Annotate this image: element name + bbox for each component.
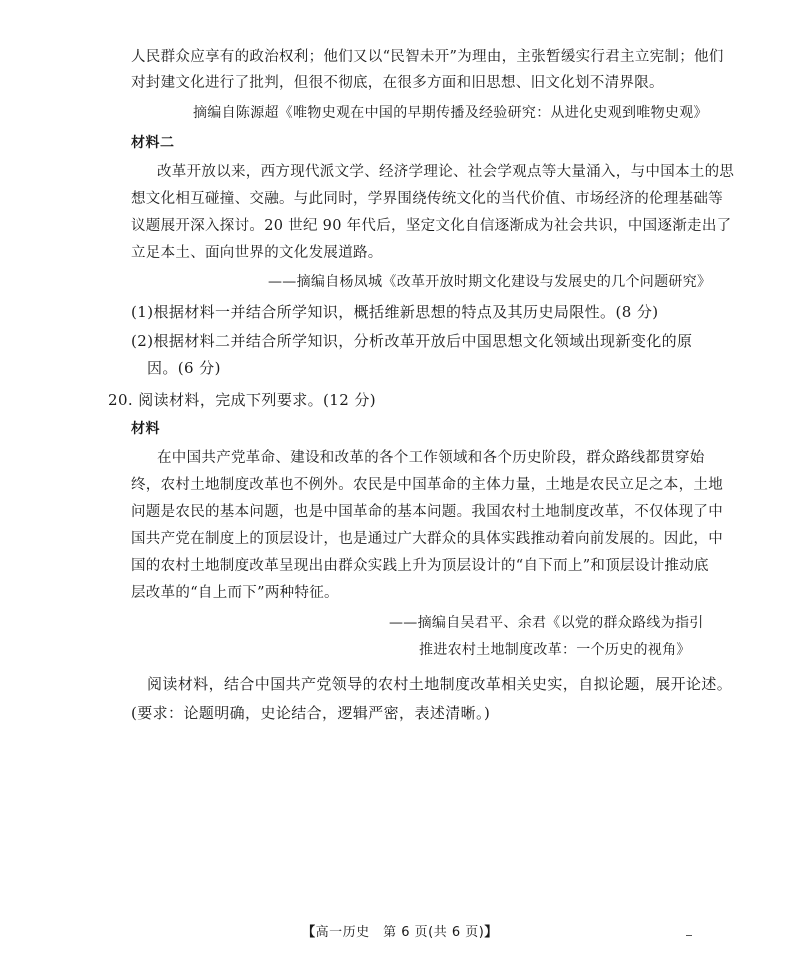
question-20-line-1: 在中国共产党革命、建设和改革的各个工作领域和各个历史阶段，群众路线都贯穿始	[157, 450, 705, 466]
material2-heading: 材料二	[131, 135, 175, 151]
material1-source: 摘编自陈源超《唯物史观在中国的早期传播及经验研究：从进化史观到唯物史观》	[193, 105, 708, 121]
question-20-source-line-2: 推进农村土地制度改革：一个历史的视角》	[419, 642, 691, 658]
question-20-line-5: 国的农村土地制度改革呈现出由群众实践上升为顶层设计的“自下而上”和顶层设计推动底	[131, 558, 709, 574]
question-20-line-2: 终，农村土地制度改革也不例外。农民是中国革命的主体力量，土地是农民立足之本，土地	[131, 477, 723, 493]
question-20-task: 阅读材料，结合中国共产党领导的农村土地制度改革相关史实，自拟论题，展开论述。	[147, 675, 733, 693]
question-19-2-line-1: (2)根据材料二并结合所学知识，分析改革开放后中国思想文化领域出现新变化的原	[131, 332, 693, 350]
footer-page-info: 高一历史 第 6 页(共 6 页)	[315, 925, 485, 940]
footer-bracket-open: 【	[302, 925, 316, 940]
question-20-line-4: 国共产党在制度上的顶层设计，也是通过广大群众的具体实践推动着向前发展的。因此，中	[131, 531, 723, 547]
question-19-2-line-2: 因。(6 分)	[147, 359, 221, 377]
question-20-line-3: 问题是农民的基本问题，也是中国革命的基本问题。我国农村土地制度改革，不仅体现了中	[131, 504, 723, 520]
question-20-requirements: (要求：论题明确，史论结合，逻辑严密，表述清晰。)	[131, 704, 491, 722]
footer-bracket-close: 】	[484, 925, 498, 940]
scan-mark	[686, 935, 692, 936]
page-footer	[0, 921, 800, 940]
material1-line-2: 对封建文化进行了批判，但很不彻底，在很多方面和旧思想、旧文化划不清界限。	[131, 75, 664, 91]
question-19-1: (1)根据材料一并结合所学知识，概括维新思想的特点及其历史局限性。(8 分)	[131, 303, 659, 321]
material2-line-1: 改革开放以来，西方现代派文学、经济学理论、社会学观点等大量涌入，与中国本土的思	[157, 164, 735, 180]
question-20-material-heading: 材料	[131, 421, 160, 437]
question-20-line-6: 层改革的“自上而下”两种特征。	[131, 585, 339, 601]
material2-line-3: 议题展开深入探讨。20 世纪 90 年代后，坚定文化自信逐渐成为社会共识，中国逐渐走出了	[131, 218, 732, 234]
material2-line-2: 想文化相互碰撞、交融。与此同时，学界围绕传统文化的当代价值、市场经济的伦理基础等	[131, 191, 723, 207]
material1-line-1: 人民群众应享有的政治权利；他们又以“民智未开”为理由，主张暂缓实行君主立宪制；他们	[131, 49, 724, 65]
question-20-title: 20. 阅读材料，完成下列要求。(12 分)	[108, 391, 376, 409]
question-20-source-line-1: ——摘编自吴君平、余君《以党的群众路线为指引	[389, 615, 704, 631]
material2-source: ——摘编自杨凤城《改革开放时期文化建设与发展史的几个问题研究》	[268, 274, 712, 290]
material2-line-4: 立足本土、面向世界的文化发展道路。	[131, 245, 383, 261]
